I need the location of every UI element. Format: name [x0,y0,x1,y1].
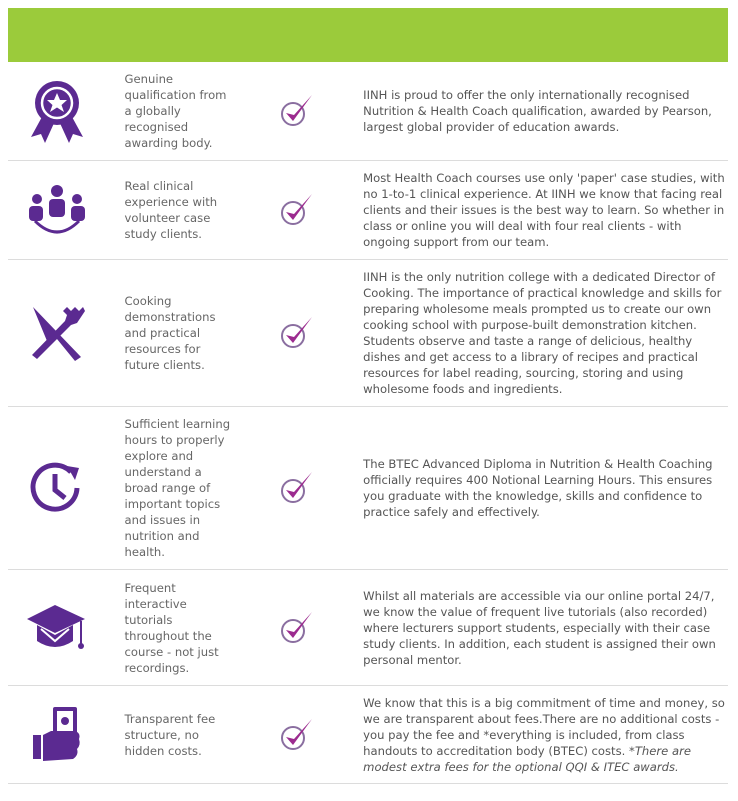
feature-label: Genuine qualification from a globally recognised awarding body. [124,72,227,150]
table-row [8,407,728,570]
checkmark-icon [242,190,349,230]
feature-description: IINH is the only nutrition college with a dedicated Director of Cooking. The importance of practical knowledge and skills for preparing wholesome meals prompted us to create our own cooking school with purpose-built demonstration kitchen. Students observe and taste a range of delicious, healthy dishes and get access to a library of recipes and practical resources for label reading, sourcing, storing and using wholesome foods and ingredients. [363,270,722,396]
feature-description: IINH is proud to offer the only internationally recognised Nutrition & Health Coach qualification, awarded by Pearson, largest global provider of education awards. [363,88,712,134]
comparison-table [8,8,728,784]
checkmark-icon [242,313,349,353]
feature-description: Most Health Coach courses use only 'paper' case studies, with no 1-to-1 clinical experience. At IINH we know that facing real clients and their issues is the best way to learn. So whether in class or online you will deal with four real clients - with ongoing support from our team. [363,171,725,249]
checkmark-icon [242,715,349,755]
table-row [8,260,728,407]
table-row [8,62,728,161]
feature-description: The BTEC Advanced Diploma in Nutrition & Health Coaching officially requires 400 Notional Learning Hours. This ensures you graduate with the knowledge, skills and confidence to practice safely and effectively. [363,457,713,519]
knife-fork-icon [8,303,106,363]
table-row [8,686,728,784]
feature-description [363,695,728,775]
clock-history-icon [8,458,106,518]
graduation-cap-icon [8,603,106,653]
checkmark-icon [242,608,349,648]
checkmark-icon [242,468,349,508]
feature-description: Whilst all materials are accessible via our online portal 24/7, we know the value of frequent live tutorials (also recorded) where lecturers support students, especially with their case study clients. In addition, each student is assigned their own personal mentor. [363,588,716,667]
table-row [8,161,728,260]
table-row [8,570,728,686]
group-people-icon [8,185,106,235]
feature-label: Real clinical experience with volunteer case study clients. [124,179,218,241]
checkmark-icon [242,91,349,131]
description-text: We know that this is a big commitment of time and money, so we are transparent about fees.There are no additional costs - you pay the fee and *everything is included, from class handouts to accreditation body (BTEC) costs. [363,695,725,758]
hand-money-icon [8,705,106,765]
feature-label: Transparent fee structure, no hidden costs. [124,711,216,758]
feature-label: Sufficient learning hours to properly explore and understand a broad range of important topics and issues in nutrition and health. [124,417,231,559]
feature-label: Cooking demonstrations and practical resources for future clients. [124,294,216,372]
description-note: *There are modest extra fees for the optional QQI & ITEC awards. [363,743,691,774]
feature-label: Frequent interactive tutorials throughout the course - not just recordings. [124,580,219,675]
award-ribbon-icon [8,79,106,143]
table-header-bar [8,8,728,62]
